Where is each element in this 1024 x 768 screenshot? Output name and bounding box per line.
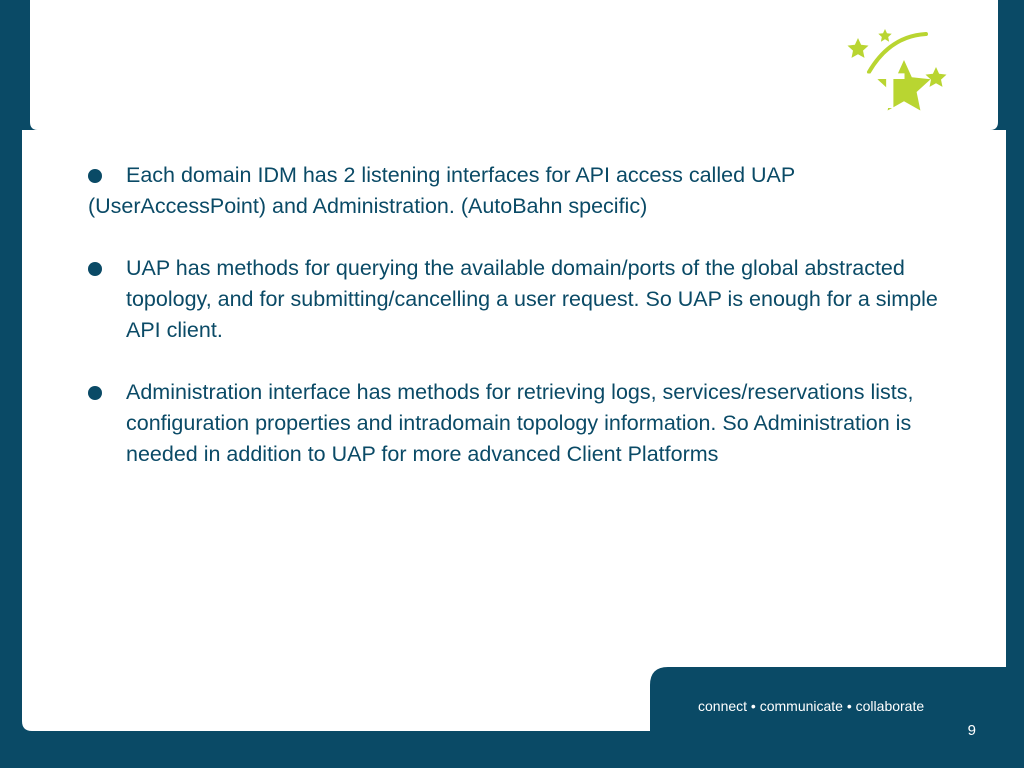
bullet-text: UAP has methods for querying the available domain/ports of the global abstracted topology, and for submitting/cancelling a user request. So UAP is enough for a simple API client. xyxy=(126,256,938,342)
bullet-item xyxy=(88,377,938,470)
bullet-item xyxy=(88,160,938,222)
bullet-text: Each domain IDM has 2 listening interfaces for API access called UAP (UserAccessPoint) and Administration. (AutoBahn specific) xyxy=(88,163,795,218)
bullet-item xyxy=(88,253,938,346)
geant-logo xyxy=(730,24,950,119)
slide-title: API details xyxy=(88,36,247,71)
page-number: 9 xyxy=(967,722,976,739)
bullet-dot-icon xyxy=(88,262,102,276)
bullet-text: Administration interface has methods for retrieving logs, services/reservations lists, configuration properties and intradomain topology information. So Administration is needed in addition to UAP for more advanced Client Platforms xyxy=(126,380,914,466)
bullet-dot-icon xyxy=(88,169,102,183)
bullet-dot-icon xyxy=(88,386,102,400)
logo-wordmark: GÉANT xyxy=(734,63,904,119)
bullet-list xyxy=(88,160,938,501)
footer-tagline: connect • communicate • collaborate xyxy=(698,698,925,714)
